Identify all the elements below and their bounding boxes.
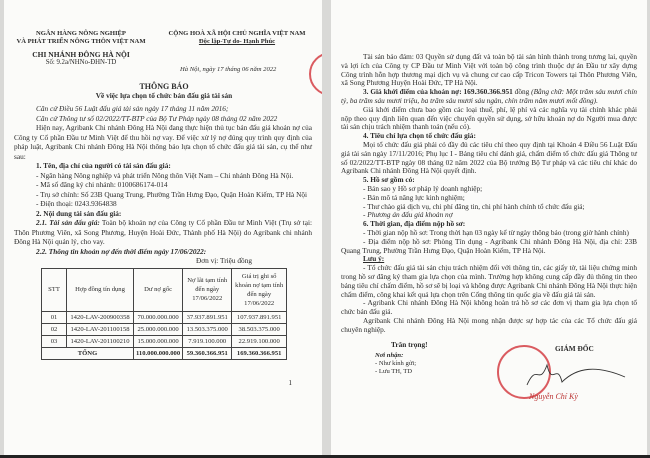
page-number: 1 [288,377,292,387]
nation-line1: CỘNG HOÀ XÃ HỘI CHỦ NGHĨA VIỆT NAM [168,30,306,37]
section-4-heading: 4. Tiêu chí lựa chọn tổ chức đấu giá: [363,131,476,141]
footer [341,341,637,411]
th-book-value: Giá trị ghi sổ khoản nợ tạm tính đến ngày 17/06/2022 [232,268,287,311]
recipients [375,352,428,376]
signer-name: Nguyễn Chí Kỳ [529,391,578,401]
basis-2: Căn cứ Thông tư số 02/2022/TT-BTP của Bộ Tư Pháp ngày 08 tháng 02 năm 2022 [36,113,278,123]
section-6-heading: 6. Thời gian, địa điểm nộp hồ sơ: [363,219,466,229]
basis-1: Căn cứ Điều 56 Luật đấu giá tài sản ngày 17 tháng 11 năm 2016; [36,104,229,113]
note-2: - Agribank Chi nhánh Đông Hà Nội không hoàn trả hồ sơ các đơn vị tham gia lựa chọn tổ chức bán đấu giá. [341,298,637,317]
cell: 22.919.100.000 [232,335,287,347]
th-principal: Dư nợ gốc [134,268,183,311]
table-row [42,323,287,335]
s6-place: - Địa điểm nộp hồ sơ: Phòng Tín dụng - Agribank Chi nhánh Đông Hà Nội, địa chỉ: 23B Quang Trung, Phường Trần Hưng Đạo, Quận Hoàn Kiếm, TP Hà Nội. [341,236,637,255]
cell: 59.360.366.951 [183,347,232,359]
collateral: Tài sản bảo đảm: 03 Quyền sử dụng đất và toàn bộ tài sản hình thành trong tương lai, quyền và lợi ích của Công ty CP Đầu tư Minh Việt với toàn bộ công trình thuộc dự án Đầu tư xây dựng Công trình hỗn hợp thương mại dịch vụ và chung cư cao cấp Tricon Towers tại Thôn Phương Viên, xã Song Phương Huyện Hoài Đức, TP Hà Nội. [341,52,637,88]
s6-time: - Thời gian nộp hồ sơ: Trong thời hạn 03 ngày kể từ ngày thông báo (trong giờ hành chính) [363,227,629,237]
list-item: - Bản sao y Hồ sơ pháp lý doanh nghiệp; [363,183,483,193]
cell: 01 [42,311,67,323]
cell: 03 [42,335,67,347]
cell: 25.000.000.000 [134,323,183,335]
cell: 37.937.891.951 [183,311,232,323]
s3-label: 3. Giá khởi điểm của khoản nợ: 169.360.366.951 [363,87,513,97]
recipients-label: Nơi nhận: [375,352,404,360]
section-2-heading: 2. Nội dung tài sản đấu giá: [36,208,122,218]
stamp-partial [309,52,322,96]
place-date: Hà Nội, ngày 17 tháng 06 năm 2022 [180,66,277,73]
s21-text: Toàn bộ khoản nợ của Công ty Cổ phần Đầu tư Minh Việt (Trụ sở tại: Thôn Phương Viên, xã Song Phương, Huyện Hoài Đức, Thành phố Hà Nội) do Agribank chi nhánh Đông Hà Nội quản lý, cho vay. [14,218,312,246]
s3-unit: đồng [512,87,532,97]
cell: 13.503.375.000 [183,323,232,335]
section-5-heading: 5. Hồ sơ gồm có: [363,175,415,185]
branch-name: CHI NHÁNH ĐÔNG HÀ NỘI [32,50,130,59]
signature-block [507,341,637,411]
list-item: - Phương án đấu giá khoản nợ [363,210,453,220]
org-header [8,30,154,67]
signature-icon [507,357,632,389]
nation-motto: Độc lập-Tự do- Hạnh Phúc [198,38,276,45]
cell: 7.919.100.000 [183,335,232,347]
subtitle: Về việc lựa chọn tổ chức bán đấu giá tài sản [95,91,233,100]
table-total-row [42,347,287,359]
table-row [42,335,287,347]
signer-title: GIÁM ĐỐC [555,343,594,353]
s3-words: (Bằng chữ: Một trăm sáu mươi chín tỷ, ba trăm sáu mươi triệu, ba trăm sáu mươi sáu ngàn, chín trăm năm mươi mốt đồng). [341,87,637,105]
recipient: - Như kính gửi; [375,360,417,368]
cell: 02 [42,323,67,335]
org-line1: NGÂN HÀNG NÔNG NGHIỆP [36,30,126,37]
list-item: - Thư chào giá dịch vụ, chi phí đăng tin, chi phí hành chính tổ chức đấu giá; [363,201,585,211]
th-stt: STT [42,268,67,311]
closing: Agribank Chi nhánh Đông Hà Nội mong nhận được sự hợp tác của các Tổ chức đấu giá chuyên nghiệp. [341,315,637,334]
intro: Hiện nay, Agribank Chi nhánh Đông Hà Nội đang thực hiện thủ tục bán đấu giá khoản nợ của Công ty Cổ phần Đầu tư Minh Việt để thu hồi nợ vay. Để việc xử lý nợ đúng quy trình quy định của pháp luật, Agribank Chi nhánh Đông Hà Nội thông báo lựa chọn tổ chức đấu giá tài sản, cụ thể như sau: [14,123,312,161]
cell: 1420-LAV-200900358 [67,311,134,323]
unit-label: Đơn vị: Triệu đồng [196,256,252,265]
owner-phone: - Điện thoại: 0243.9364838 [36,199,117,208]
title: THÔNG BÁO [139,82,189,91]
cell: 169.360.366.951 [232,347,287,359]
cell: 110.000.000.000 [134,347,183,359]
s4-text: Mọi tổ chức đấu giá phải có đầy đủ các tiêu chí theo quy định tại Khoản 4 Điều 56 Luật Đấu giá tài sản ngày 17/11/2016; Phụ lục I - Bảng tiêu chí đánh giá, chấm điểm tổ chức đấu giá Thông tư số 02/2022/TT-BTP ngày 08 tháng 02 năm 2022 của Bộ trưởng Bộ Tư pháp và các tiêu chí khác do Agribank Chi nhánh Đông Hà Nội quyết định. [341,139,637,176]
national-header [156,30,318,46]
document-page-1 [4,0,322,458]
recipient: - Lưu TH, TD [375,368,413,376]
section-1-heading: 1. Tên, địa chỉ của người có tài sản đấu giá: [36,161,171,170]
body-page2 [341,53,637,411]
table-row [42,311,287,323]
org-line2: VÀ PHÁT TRIỂN NÔNG THÔN VIỆT NAM [16,38,146,45]
cell: TỔNG [42,347,134,359]
s3-note: Giá khởi điểm chưa bao gồm các loại thuế, phí, lệ phí và các nghĩa vụ tài chính khác phải nộp theo quy định liên quan đến việc chuyển quyền sử dụng, sở hữu khoản nợ do Người mua được tài sản chịu trách nhiệm thanh toán (nếu có). [341,104,637,132]
table-header [42,268,287,311]
body-page1 [14,104,312,387]
cell: 107.937.891.951 [232,311,287,323]
note-heading: Lưu ý: [363,254,385,264]
doc-title [44,82,284,100]
list-item: - Bản mô tả năng lực kinh nghiệm; [363,192,465,202]
doc-number: Số: 9.2a/NHNo-ĐHN-TD [45,59,117,66]
owner-address: - Trụ sở chính: Số 23B Quang Trung, Phường Trần Hưng Đạo, Quận Hoàn Kiếm, TP Hà Nội [36,189,308,199]
th-contract: Hợp đồng tín dụng [67,268,134,311]
th-interest: Nợ lãi tạm tính đến ngày 17/06/2022 [183,268,232,311]
regards: Trân trọng! [391,339,428,349]
owner-reg: - Mã số đăng ký chi nhánh: 0100686174-014 [36,180,168,189]
s21-label: 2.1. Tài sản đấu giá: [36,218,100,227]
debt-table [41,268,287,360]
footer-left [341,341,428,411]
cell: 1420-LAV-201100158 [67,323,134,335]
s22-label: 2.2. Thông tin khoản nợ đến thời điểm ngày 17/06/2022: [36,246,207,256]
note-1: - Tổ chức đấu giá tài sản chịu trách nhiệm đối với thông tin, các giấy tờ, tài liệu chứng minh trong hồ sơ đăng ký tham gia lựa chọn của mình. Trường hợp không cung cấp đầy đủ thông tin theo bảng tiêu chí chấm điểm, hồ sơ sẽ bị loại và không được Agribank Chi nhánh Đông Hà Nội thực hiện chấm điểm, công khai kết quả lựa chọn trên Cổng thông tin quốc gia về đấu giá tài sản. [341,263,637,299]
owner-name: - Ngân hàng Nông nghiệp và phát triển Nông thôn Việt Nam – Chi nhánh Đông Hà Nội. [36,170,294,180]
cell: 1420-LAV-201100210 [67,335,134,347]
cell: 70.000.000.000 [134,311,183,323]
document-page-2 [331,0,647,458]
cell: 15.000.000.000 [134,335,183,347]
cell: 38.503.375.000 [232,323,287,335]
